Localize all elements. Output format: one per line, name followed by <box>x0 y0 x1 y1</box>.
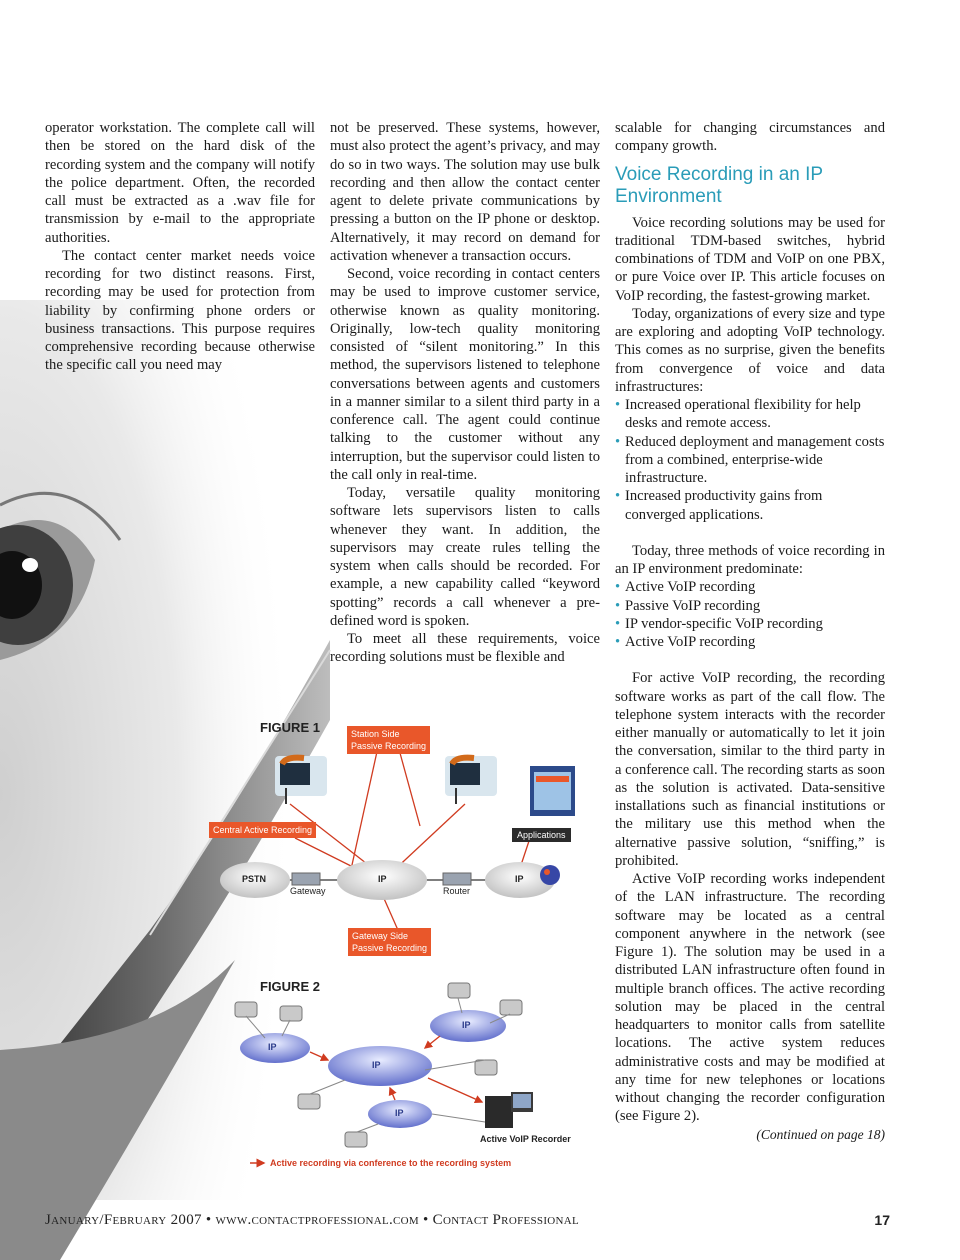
bullet-icon: • <box>615 488 621 505</box>
bullet-icon: • <box>615 397 621 413</box>
station-side-label: Station Side Passive Recording <box>347 726 430 754</box>
figure2-legend: Active recording via conference to the recording system <box>270 1158 512 1168</box>
paragraph: scalable for changing circumstances and company growth. <box>615 120 885 155</box>
list-item: • Increased operational flexibility for help desks and remote access. <box>615 397 861 432</box>
ip-label: IP <box>372 1060 381 1070</box>
text-column-2 <box>330 119 600 667</box>
ip-label: IP <box>462 1020 471 1030</box>
list-item: • Active VoIP recording <box>615 634 756 650</box>
bullet-icon: • <box>615 433 621 450</box>
bullet-icon: • <box>615 597 621 614</box>
continued-note: (Continued on page 18) <box>756 1126 885 1142</box>
paragraph: Today, three methods of voice recording in an IP environment predominate: <box>615 542 885 577</box>
paragraph: Today, versatile quality monitoring software lets supervisors listen to calls whenever they want. In addition, the supervisors may create rules telling the system when calls should be recorded. For example, a new capability called “keyword spotting” records a call whenever a pre-defined word is spoken. <box>330 485 600 629</box>
paragraph: Today, organizations of every size and type are exploring and adopting VoIP technology. This comes as no surprise, given the benefits from convergence of voice and data infrastructures: <box>615 305 885 395</box>
ip-label: IP <box>378 874 387 884</box>
bullet-icon: • <box>615 634 621 650</box>
list-item: • Increased productivity gains from converged applications. <box>615 488 823 523</box>
applications-label: Applications <box>512 828 571 842</box>
list-item: • Reduced deployment and management costs from a combined, enterprise-wide infrastructure. <box>615 433 885 486</box>
ip-label: IP <box>268 1042 277 1052</box>
paragraph: Voice recording solutions may be used for traditional TDM-based switches, hybrid combinations of TDM and VoIP on one PBX, or pure Voice over IP. This article focuses on VoIP recording, the fastest-growing market. <box>615 214 885 304</box>
section-heading: Voice Recording in an IP Environment <box>615 163 823 207</box>
text-column-1 <box>45 119 315 375</box>
paragraph: not be preserved. These systems, however, must also protect the agent’s privacy, and may do so in two ways. The solution may use bulk recording and then allow the contact center agent to delete private communications by pressing a button on the IP phone or desktop. Alternatively, it may record on demand for activation whenever a transaction occurs. <box>330 120 600 264</box>
paragraph: To meet all these requirements, voice recording solutions must be flexible and <box>330 631 600 666</box>
page-number: 17 <box>874 1212 890 1228</box>
gateway-icon <box>292 873 320 885</box>
application-screen-icon <box>530 766 575 816</box>
router-label: Router <box>443 886 471 896</box>
paragraph: Second, voice recording in contact centers may be used to improve customer service, otherwise known as quality monitoring. Originally, low-tech quality monitoring consisted of “silent monitoring.” In this method, the supervisors listened to telephone conversations between agents and customers in a manner similar to a silent third party in a conference call. The agent could continue talking to the customer without any interruption, but the supervisor could listen to the call only in real-time. <box>330 266 600 483</box>
phone-icon <box>275 756 327 804</box>
gateway-label: Gateway <box>290 886 326 896</box>
methods-list <box>615 578 885 651</box>
globe-icon <box>540 865 560 885</box>
ip-label: IP <box>395 1108 404 1118</box>
paragraph: Active VoIP recording works independent of the LAN infrastructure. The recording software may be located as a central component anywhere in the network (see Figure 1). The solution may be used in a distributed LAN infrastructure often found in multiple branch offices. The active recording solution may be placed in the central headquarters to monitor calls from satellite locations. The active system reduces administrative costs and may be modified at any time for new telephones or locations without changing the recorder configuration (see Figure 2). <box>615 871 885 1125</box>
recorder-computer-icon <box>485 1092 533 1128</box>
router-icon <box>443 873 471 885</box>
phone-icon <box>445 756 497 804</box>
paragraph: The contact center market needs voice recording for two distinct reasons. First, recording may be used for protection from liability by confirming phone orders or business transactions. This purpose requires comprehensive recording because otherwise the specific call you need may <box>45 247 315 374</box>
ip-label: IP <box>515 874 524 884</box>
bullet-icon: • <box>615 579 621 596</box>
list-item: • IP vendor-specific VoIP recording <box>615 615 823 632</box>
page-footer <box>45 1212 890 1232</box>
footer-text: January/February 2007 • www.contactprofessional.com • Contact Professional <box>45 1212 580 1228</box>
paragraph: operator workstation. The complete call will then be stored on the hard disk of the recording system and the company will notify the police department. Often, the recorded call must be extracted as a .wav file for transmission by e-mail to the appropriate authorities. <box>45 120 315 246</box>
benefits-list <box>615 396 885 524</box>
figure1-title: FIGURE 1 <box>260 720 320 735</box>
paragraph: For active VoIP recording, the recording software works as part of the call flow. The telephone system interacts with the recorder either manually or automatically to let it join the conversation, similar to the third party in a conference call. The recording starts as soon as the solution is activated. Data-sensitive installations such as financial institutions or the military use this method when the alternative passive solution, “sniffing,” is prohibited. <box>615 670 885 869</box>
gateway-side-label: Gateway Side Passive Recording <box>348 928 431 956</box>
bullet-icon: • <box>615 615 621 632</box>
pstn-label: PSTN <box>242 874 267 884</box>
text-column-3 <box>615 119 885 1144</box>
figure2-title: FIGURE 2 <box>260 979 320 994</box>
recorder-label: Active VoIP Recorder <box>480 1134 571 1144</box>
list-item: • Active VoIP recording <box>615 579 756 596</box>
central-active-label: Central Active Recording <box>209 822 316 838</box>
list-item: • Passive VoIP recording <box>615 597 761 614</box>
figures-area <box>200 708 610 1188</box>
